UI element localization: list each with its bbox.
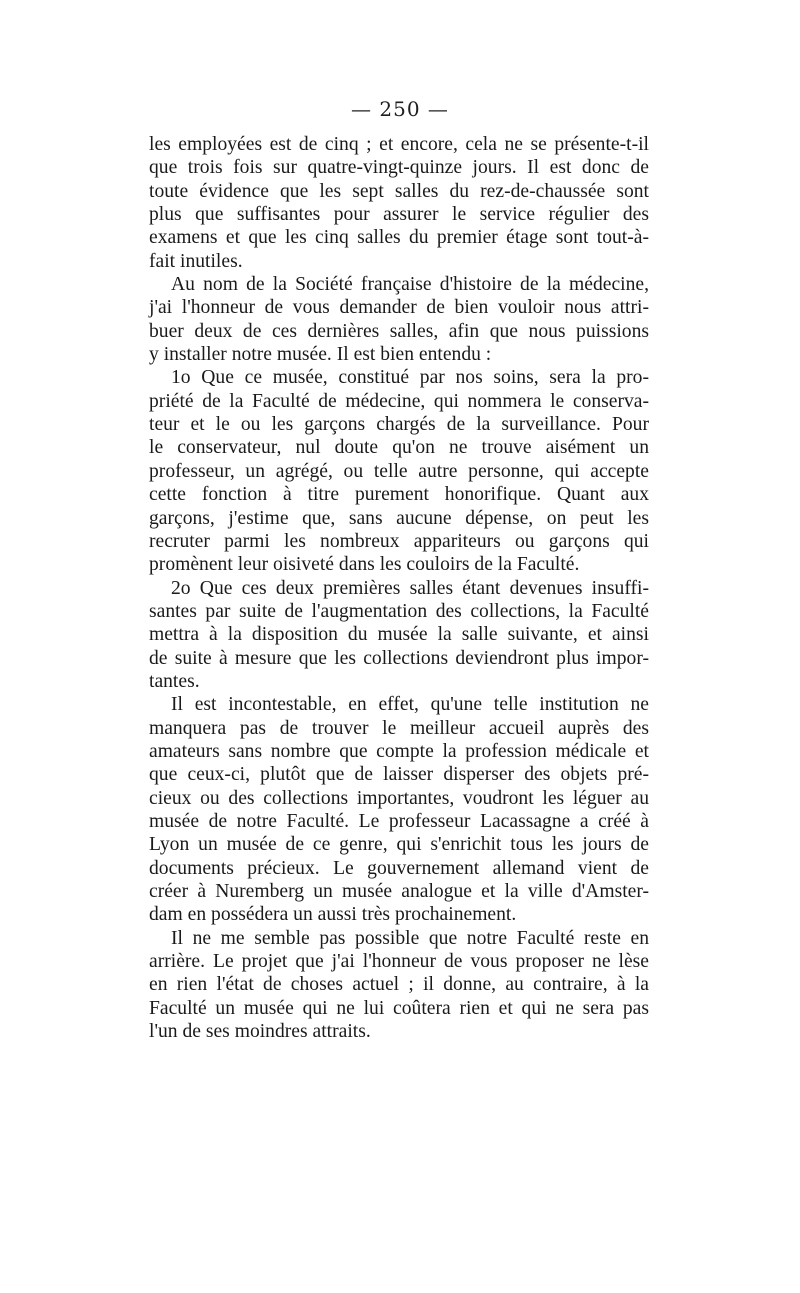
text-line: teur et le ou les garçons chargés de la surveillance. Pour [149,414,649,436]
text-line: Il ne me semble pas possible que notre Faculté reste en [171,927,649,949]
text-line: Faculté un musée qui ne lui coûtera rien et qui ne sera pas [149,997,649,1019]
text-line: tantes. [149,670,200,692]
text-line: documents précieux. Le gouvernement allemand vient de [149,857,649,879]
text-line: Au nom de la Société française d'histoire de la médecine, [171,274,649,296]
text-line: cette fonction à titre purement honorifique. Quant aux [149,484,649,506]
text-line: santes par suite de l'augmentation des collections, la Faculté [149,600,649,622]
text-line: les employées est de cinq ; et encore, cela ne se présente-t-il [149,134,649,155]
text-line: de suite à mesure que les collections deviendront plus impor- [149,647,649,669]
text-line: buer deux de ces dernières salles, afin que nous puissions [149,320,649,342]
text-line: 1o Que ce musée, constitué par nos soins, sera la pro- [171,367,649,389]
text-line: garçons, j'estime que, sans aucune dépense, on peut les [149,507,649,529]
text-line: fait inutiles. [149,250,243,272]
text-line: l'un de ses moindres attraits. [149,1021,371,1043]
text-line: que ceux-ci, plutôt que de laisser disperser des objets pré- [149,764,649,786]
text-line: le conservateur, nul doute qu'on ne trouve aisément un [149,437,649,459]
text-line: priété de la Faculté de médecine, qui nommera le conserva- [149,390,649,412]
text-line: amateurs sans nombre que compte la profession médicale et [149,740,649,762]
text-line: cieux ou des collections importantes, voudront les léguer au [149,787,649,809]
text-line: y installer notre musée. Il est bien entendu : [149,344,492,366]
text-line: arrière. Le projet que j'ai l'honneur de vous proposer ne lèse [149,951,649,973]
text-line: que trois fois sur quatre-vingt-quinze jours. Il est donc de [149,157,649,179]
text-line: mettra à la disposition du musée la salle suivante, et ainsi [149,624,649,646]
text-line: musée de notre Faculté. Le professeur Lacassagne a créé à [149,810,649,832]
text-line: plus que suffisantes pour assurer le service régulier des [149,204,649,226]
text-line: professeur, un agrégé, ou telle autre personne, qui accepte [149,460,649,482]
text-line: créer à Nuremberg un musée analogue et la ville d'Amster- [149,881,649,902]
body-text [149,133,649,1043]
page-number: — 250 — [351,97,449,121]
text-line: en rien l'état de choses actuel ; il donne, au contraire, à la [149,974,649,996]
text-line: promènent leur oisiveté dans les couloirs de la Faculté. [149,554,580,576]
text-line: toute évidence que les sept salles du rez-de-chaussée sont [149,180,649,202]
text-line: dam en possédera un aussi très prochainement. [149,904,517,926]
text-line: j'ai l'honneur de vous demander de bien vouloir nous attri- [149,297,649,319]
text-line: examens et que les cinq salles du premier étage sont tout-à- [149,227,649,249]
text-line: manquera pas de trouver le meilleur accueil auprès des [149,717,649,739]
text-line: Il est incontestable, en effet, qu'une telle institution ne [171,694,649,716]
text-line: recruter parmi les nombreux appariteurs ou garçons qui [149,530,649,552]
text-line: 2o Que ces deux premières salles étant devenues insuffi- [171,577,649,599]
text-line: Lyon un musée de ce genre, qui s'enrichit tous les jours de [149,834,649,856]
